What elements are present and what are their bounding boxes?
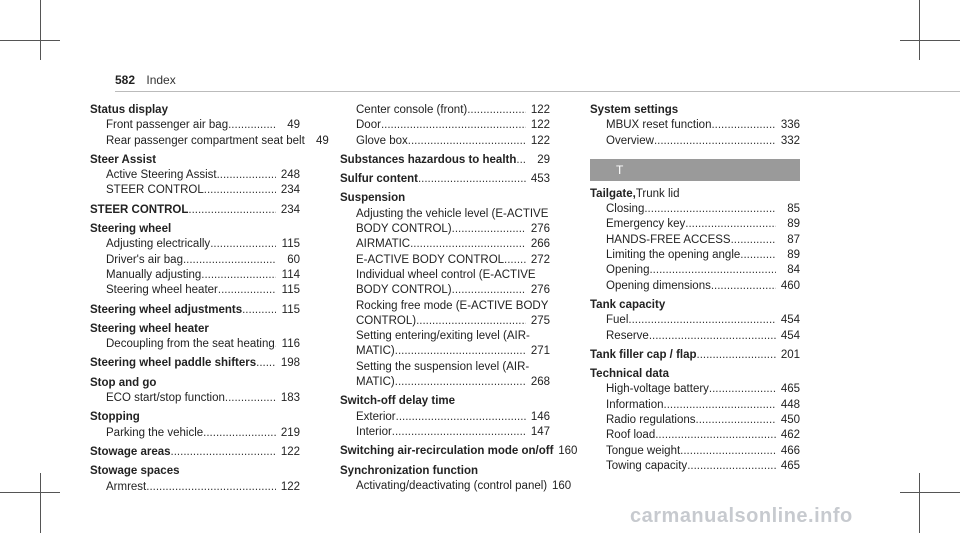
subentry-text: BODY CONTROL) <box>356 284 452 297</box>
subentry-text: Glove box <box>356 134 408 147</box>
subentry-text: Manually adjusting <box>106 268 202 281</box>
index-subentry[interactable] <box>90 283 300 298</box>
crop-mark <box>900 492 960 493</box>
index-subentry[interactable] <box>90 134 329 149</box>
index-subentry-continued: Setting the suspension level (AIR- <box>356 360 530 373</box>
index-subentry-continued: Setting entering/exiting level (AIR- <box>356 330 530 343</box>
subentry-text: Towing capacity <box>606 459 688 472</box>
dot-leader <box>418 172 526 187</box>
subentry-text: Information <box>606 398 664 411</box>
page-reference[interactable]: 465 <box>780 459 800 472</box>
heading-text: Stop and go <box>90 376 157 389</box>
subentry-text: Parking the vehicle <box>106 426 204 439</box>
index-heading <box>590 187 800 202</box>
crop-mark <box>0 492 60 493</box>
index-subentry[interactable] <box>590 233 800 248</box>
crop-mark <box>900 40 960 41</box>
page-reference[interactable]: 49 <box>316 134 329 147</box>
page-reference[interactable]: 234 <box>280 184 300 197</box>
page-reference[interactable]: 160 <box>551 479 572 492</box>
index-subentry[interactable] <box>340 344 550 359</box>
index-column-1 <box>90 103 329 495</box>
dot-leader <box>381 118 526 133</box>
dot-leader <box>225 391 276 406</box>
dot-leader <box>256 356 276 371</box>
index-subentry[interactable] <box>340 314 550 329</box>
subentry-text: Interior <box>356 425 392 438</box>
page-reference[interactable]: 87 <box>787 233 800 246</box>
subentry-text: ECO start/stop function <box>106 392 225 405</box>
subentry-text: Closing <box>606 203 645 216</box>
page-reference[interactable]: 115 <box>281 303 300 316</box>
index-heading[interactable] <box>340 153 550 168</box>
index-subentry[interactable] <box>590 413 800 428</box>
index-subentry[interactable] <box>90 118 300 133</box>
index-heading <box>590 367 800 382</box>
dot-leader <box>452 222 526 237</box>
dot-leader <box>655 428 776 443</box>
dot-leader <box>203 426 276 441</box>
page-reference[interactable]: 146 <box>530 410 550 423</box>
heading-text: Stowage areas <box>90 445 171 458</box>
index-subentry[interactable] <box>340 479 572 494</box>
subentry-text: MATIC) <box>356 345 395 358</box>
page-reference[interactable]: 49 <box>287 119 300 132</box>
dot-leader <box>680 444 776 459</box>
page-reference[interactable]: 272 <box>530 253 550 266</box>
index-heading <box>90 410 300 425</box>
page-reference[interactable]: 466 <box>780 444 800 457</box>
index-heading <box>590 298 800 313</box>
subentry-text: E-ACTIVE BODY CONTROL <box>356 253 505 266</box>
page-reference[interactable]: 122 <box>280 445 300 458</box>
index-subentry[interactable] <box>340 134 550 149</box>
index-subentry[interactable] <box>590 329 800 344</box>
index-subentry[interactable] <box>340 103 550 118</box>
index-subentry[interactable] <box>90 391 300 406</box>
index-subentry[interactable] <box>340 425 550 440</box>
heading-text: Synchronization function <box>340 464 478 477</box>
page-reference[interactable]: 276 <box>530 284 550 297</box>
index-heading <box>340 464 550 479</box>
page-reference[interactable]: 89 <box>787 249 800 262</box>
subentry-text: HANDS-FREE ACCESS <box>606 233 731 246</box>
heading-subtext: Trunk lid <box>635 187 680 200</box>
page-reference[interactable]: 465 <box>780 383 800 396</box>
heading-text: Steering wheel paddle shifters <box>90 357 257 370</box>
index-subentry[interactable] <box>590 279 800 294</box>
subentry-text: Steering wheel heater <box>106 284 218 297</box>
page-reference[interactable]: 332 <box>780 134 800 147</box>
subentry-text: High-voltage battery <box>606 383 709 396</box>
dot-leader <box>687 459 776 474</box>
dot-leader <box>395 375 526 390</box>
subentry-text: Active Steering Assist <box>106 169 217 182</box>
index-subentry[interactable] <box>90 426 300 441</box>
dot-leader <box>697 348 776 363</box>
index-subentry[interactable] <box>590 382 800 397</box>
page-reference[interactable]: 89 <box>787 218 800 231</box>
page-number: 582 <box>115 73 136 87</box>
subentry-text: Roof load <box>606 429 656 442</box>
page-reference[interactable]: 454 <box>780 329 800 342</box>
subentry-text: Fuel <box>606 314 629 327</box>
index-subentry[interactable] <box>90 253 300 268</box>
crop-mark <box>40 0 41 60</box>
dot-leader <box>709 382 776 397</box>
page-reference[interactable]: 122 <box>530 104 550 116</box>
heading-text: Switch-off delay time <box>340 395 456 408</box>
subentry-text: Activating/deactivating (control panel) <box>356 479 548 492</box>
dot-leader <box>416 314 526 329</box>
subentry-text: Armrest <box>106 480 147 493</box>
heading-text: Tank filler cap / flap <box>590 348 697 361</box>
subentry-text: Limiting the opening angle <box>606 249 741 262</box>
dot-leader <box>171 445 276 460</box>
subentry-text: MBUX reset function <box>606 119 712 132</box>
dot-leader <box>228 118 276 133</box>
dot-leader <box>649 329 776 344</box>
index-subentry[interactable] <box>90 268 300 283</box>
dot-leader <box>146 480 276 495</box>
page-reference[interactable]: 84 <box>787 264 800 277</box>
index-column-3 <box>590 103 800 474</box>
subentry-text: Center console (front) <box>356 104 468 116</box>
index-heading <box>90 322 300 337</box>
dot-leader <box>396 410 526 425</box>
index-subentry[interactable] <box>590 428 800 443</box>
page-reference[interactable]: 201 <box>780 348 800 361</box>
page-reference[interactable]: 275 <box>530 314 550 327</box>
page-reference[interactable]: 453 <box>530 173 550 186</box>
subentry-text: Emergency key <box>606 218 686 231</box>
page-reference[interactable]: 122 <box>530 119 550 132</box>
subentry-text: STEER CONTROL <box>106 184 204 197</box>
page-reference[interactable]: 271 <box>530 345 550 358</box>
dot-leader <box>204 183 276 198</box>
dot-leader <box>696 413 776 428</box>
index-subentry[interactable] <box>340 253 550 268</box>
index-subentry[interactable] <box>590 134 800 149</box>
index-subentry[interactable] <box>590 217 800 232</box>
dot-leader <box>649 263 776 278</box>
index-subentry[interactable] <box>340 118 550 133</box>
index-heading[interactable] <box>340 444 578 459</box>
dot-leader <box>210 237 276 252</box>
index-subentry-continued: Adjusting the vehicle level (E-ACTIVE <box>356 207 549 220</box>
subentry-text: Overview <box>606 134 654 147</box>
index-subentry[interactable] <box>90 168 300 183</box>
dot-leader <box>711 118 776 133</box>
subentry-text: MATIC) <box>356 376 395 389</box>
dot-leader <box>628 313 776 328</box>
subentry-text: Opening dimensions <box>606 279 711 292</box>
crop-mark <box>0 40 60 41</box>
index-heading <box>90 376 300 391</box>
index-heading[interactable] <box>90 445 300 460</box>
dot-leader <box>218 283 276 298</box>
page-reference[interactable]: 116 <box>281 338 300 351</box>
index-column-2 <box>340 103 578 494</box>
page-reference[interactable]: 219 <box>280 426 300 439</box>
dot-leader <box>504 253 526 268</box>
heading-text: Suspension <box>340 192 406 205</box>
page-reference[interactable]: 85 <box>787 203 800 216</box>
section-title: Index <box>146 73 176 87</box>
dot-leader <box>242 303 276 318</box>
index-heading <box>90 103 300 118</box>
subentry-text: Decoupling from the seat heating <box>106 338 275 351</box>
heading-text: STEER CONTROL <box>90 203 189 216</box>
dot-leader <box>183 253 276 268</box>
index-subentry[interactable] <box>90 237 300 252</box>
subentry-text: AIRMATIC <box>356 238 411 251</box>
page-reference[interactable]: 115 <box>281 238 300 251</box>
index-subentry[interactable] <box>590 313 800 328</box>
page-reference[interactable]: 122 <box>530 134 550 147</box>
dot-leader <box>217 168 276 183</box>
index-heading <box>90 153 300 168</box>
heading-text: Steering wheel heater <box>90 322 209 335</box>
header-rule <box>115 91 960 92</box>
dot-leader <box>188 203 276 218</box>
page-reference[interactable]: 462 <box>780 429 800 442</box>
index-heading <box>340 191 550 206</box>
subentry-text: Tongue weight <box>606 444 681 457</box>
dot-leader <box>711 279 776 294</box>
dot-leader <box>201 268 276 283</box>
page-reference[interactable]: 147 <box>530 425 550 438</box>
index-subentry[interactable] <box>340 283 550 298</box>
page-reference[interactable]: 268 <box>530 376 550 389</box>
heading-text: Status display <box>90 104 168 116</box>
page-reference[interactable]: 234 <box>280 203 300 216</box>
page-reference[interactable]: 29 <box>537 153 550 166</box>
dot-leader <box>644 202 776 217</box>
page-reference[interactable]: 122 <box>280 480 300 493</box>
subentry-text: Exterior <box>356 410 396 423</box>
crop-mark <box>919 473 920 533</box>
subentry-text: Door <box>356 119 381 132</box>
crop-mark <box>40 473 41 533</box>
index-subentry[interactable] <box>340 237 550 252</box>
index-heading <box>340 394 550 409</box>
index-subentry[interactable] <box>590 202 800 217</box>
page-reference[interactable]: 276 <box>530 223 550 236</box>
subentry-text: Front passenger air bag <box>106 119 229 132</box>
subentry-text: Opening <box>606 264 650 277</box>
heading-text: Technical data <box>590 368 670 381</box>
page-reference[interactable]: 115 <box>281 284 300 297</box>
page-reference[interactable]: 60 <box>287 253 300 266</box>
dot-leader <box>467 103 526 118</box>
subentry-text: CONTROL) <box>356 314 417 327</box>
index-subentry[interactable] <box>90 183 300 198</box>
subentry-text: Radio regulations <box>606 414 696 427</box>
subentry-text: Driver's air bag <box>106 253 183 266</box>
page-header <box>115 73 176 87</box>
subentry-text: BODY CONTROL) <box>356 223 452 236</box>
subentry-text: Rear passenger compartment seat belt <box>106 134 305 147</box>
page-reference[interactable]: 454 <box>780 314 800 327</box>
heading-text: Stopping <box>90 411 140 424</box>
page-reference[interactable]: 266 <box>530 238 550 251</box>
page-reference[interactable]: 114 <box>281 268 300 281</box>
dot-leader <box>410 237 526 252</box>
index-heading[interactable] <box>90 303 300 318</box>
page-reference[interactable]: 183 <box>280 392 300 405</box>
heading-text: Steer Assist <box>90 153 157 166</box>
index-subentry[interactable] <box>590 444 800 459</box>
heading-text: Switching air-recirculation mode on/off <box>340 445 554 458</box>
index-subentry[interactable] <box>340 410 550 425</box>
index-subentry[interactable] <box>340 375 550 390</box>
index-subentry[interactable] <box>590 263 800 278</box>
index-heading <box>590 103 800 118</box>
subentry-text: Reserve <box>606 329 649 342</box>
heading-text: Steering wheel <box>90 223 172 236</box>
page-reference[interactable]: 336 <box>780 119 800 132</box>
dot-leader <box>392 425 526 440</box>
dot-leader <box>664 398 776 413</box>
index-letter-heading: T <box>590 159 800 181</box>
index-subentry-continued: Individual wheel control (E-ACTIVE <box>356 268 536 281</box>
index-subentry[interactable] <box>90 480 300 495</box>
index-subentry-continued: Rocking free mode (E-ACTIVE BODY <box>356 299 549 312</box>
index-heading <box>90 222 300 237</box>
page-reference[interactable]: 248 <box>280 169 300 182</box>
index-subentry[interactable] <box>90 337 300 352</box>
heading-text: Steering wheel adjustments <box>90 303 243 316</box>
heading-text: Sulfur content <box>340 173 418 186</box>
crop-mark <box>919 0 920 60</box>
index-subentry[interactable] <box>340 222 550 237</box>
dot-leader <box>408 134 526 149</box>
page-reference[interactable]: 450 <box>780 414 800 427</box>
page-reference[interactable]: 460 <box>780 279 800 292</box>
page-reference[interactable]: 448 <box>780 398 800 411</box>
dot-leader <box>740 248 776 263</box>
heading-text: Substances hazardous to health <box>340 153 517 166</box>
subentry-text: Adjusting electrically <box>106 238 211 251</box>
heading-text: System settings <box>590 104 679 116</box>
index-subentry[interactable] <box>590 459 800 474</box>
index-heading[interactable] <box>90 203 300 218</box>
index-heading[interactable] <box>590 348 800 363</box>
index-subentry[interactable] <box>590 398 800 413</box>
heading-text: Stowage spaces <box>90 465 180 478</box>
dot-leader <box>452 283 526 298</box>
index-subentry[interactable] <box>590 118 800 133</box>
dot-leader <box>654 134 776 149</box>
dot-leader <box>731 233 776 248</box>
page-reference[interactable]: 160 <box>558 445 578 458</box>
heading-text: Tank capacity <box>590 298 666 311</box>
dot-leader <box>516 153 526 168</box>
dot-leader <box>395 344 526 359</box>
page-reference[interactable]: 198 <box>280 357 300 370</box>
index-heading[interactable] <box>90 356 300 371</box>
index-heading[interactable] <box>340 172 550 187</box>
dot-leader <box>685 217 776 232</box>
heading-text: Tailgate, <box>590 187 636 200</box>
index-heading <box>90 464 300 479</box>
watermark: carmanualsonline.info <box>630 505 853 527</box>
index-subentry[interactable] <box>590 248 800 263</box>
